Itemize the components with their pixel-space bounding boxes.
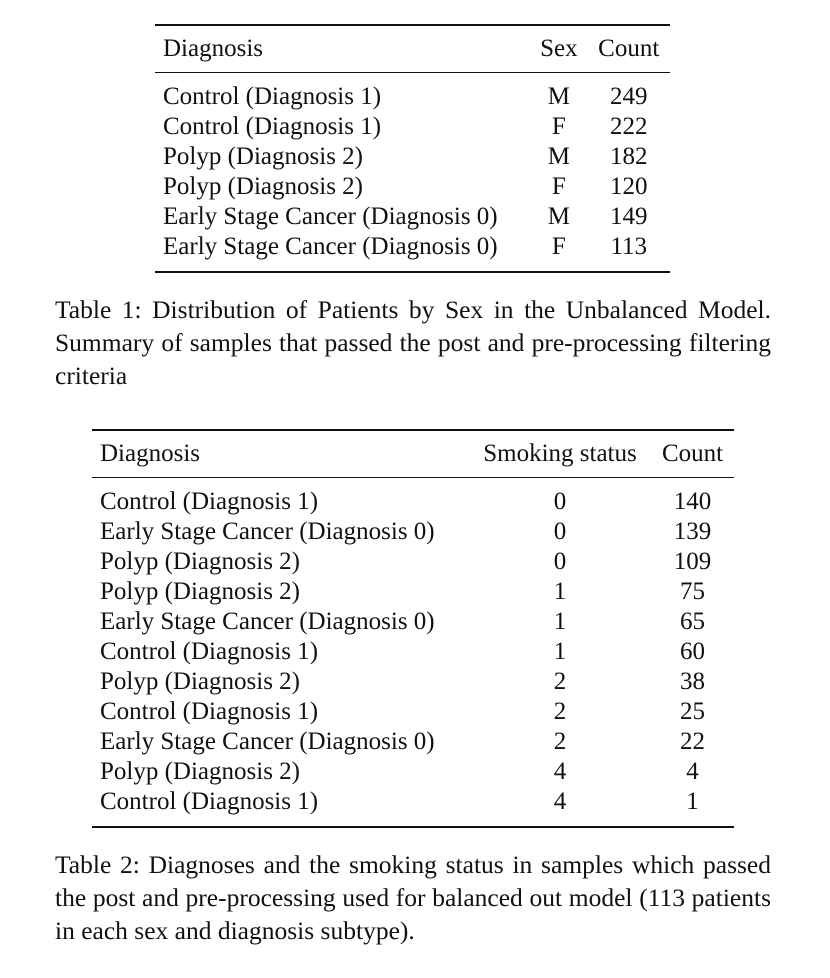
diagnosis-cell: Early Stage Cancer (Diagnosis 0)	[163, 203, 498, 230]
sex-cell: F	[551, 113, 566, 140]
smoking-status-cell: 0	[553, 488, 567, 515]
diagnosis-cell: Early Stage Cancer (Diagnosis 0)	[100, 518, 435, 545]
diagnosis-cell: Control (Diagnosis 1)	[163, 83, 382, 110]
smoking-status-cell: 4	[553, 758, 567, 785]
table-row	[92, 478, 734, 518]
table-row	[92, 667, 734, 697]
smoking-status-cell: 2	[553, 698, 567, 725]
count-cell: 25	[680, 698, 706, 725]
table-header-row	[92, 430, 734, 478]
smoking-status-cell: 4	[469, 787, 651, 827]
diagnosis-cell: Control (Diagnosis 1)	[100, 638, 319, 665]
sex-cell: M	[547, 83, 570, 110]
table-row	[155, 202, 670, 232]
count-cell: 75	[680, 578, 706, 605]
table-row	[155, 73, 670, 113]
diagnosis-cell: Polyp (Diagnosis 2)	[100, 758, 300, 785]
count-cell: 22	[680, 728, 706, 755]
sex-distribution-table	[155, 24, 670, 273]
smoking-status-cell: 1	[553, 608, 567, 635]
diagnosis-cell: Early Stage Cancer (Diagnosis 0)	[100, 608, 435, 635]
table-1-caption: Table 1: Distribution of Patients by Sex in the Unbalanced Model. Summary of samples that passed the post and pre-processing filtering criteria	[55, 295, 771, 390]
count-cell: 222	[609, 113, 648, 140]
column-header-sex: Sex	[530, 25, 587, 73]
smoking-status-table	[92, 429, 734, 828]
diagnosis-cell: Polyp (Diagnosis 2)	[100, 548, 300, 575]
column-header-smoking-status: Smoking status	[469, 430, 651, 478]
count-cell: 4	[686, 758, 699, 785]
table-row	[92, 787, 734, 827]
table-row	[155, 232, 670, 272]
table-2-caption: Table 2: Diagnoses and the smoking status in samples which passed the post and pre-processing used for balanced out model (113 patients in each sex and diagnosis subtype).	[55, 850, 771, 945]
count-cell: 149	[609, 203, 648, 230]
diagnosis-cell: Early Stage Cancer (Diagnosis 0)	[100, 728, 435, 755]
column-header-count: Count	[587, 25, 670, 73]
table-header-row	[155, 25, 670, 73]
sex-cell: M	[547, 143, 570, 170]
table-row	[155, 112, 670, 142]
smoking-status-cell: 0	[553, 548, 567, 575]
count-cell: 249	[609, 83, 648, 110]
diagnosis-cell: Polyp (Diagnosis 2)	[100, 578, 300, 605]
table-row	[92, 757, 734, 787]
diagnosis-cell: Polyp (Diagnosis 2)	[100, 668, 300, 695]
column-header-diagnosis: Diagnosis	[155, 25, 530, 73]
count-cell: 65	[680, 608, 706, 635]
column-header-count: Count	[651, 430, 734, 478]
table-body	[155, 73, 670, 273]
table-row	[92, 697, 734, 727]
count-cell: 113	[587, 232, 670, 272]
smoking-status-cell: 1	[553, 638, 567, 665]
table-row	[155, 142, 670, 172]
column-header-diagnosis: Diagnosis	[92, 430, 469, 478]
smoking-status-cell: 1	[553, 578, 567, 605]
table-row	[92, 547, 734, 577]
count-cell: 38	[680, 668, 706, 695]
smoking-status-cell: 0	[553, 518, 567, 545]
count-cell: 182	[609, 143, 648, 170]
diagnosis-cell: Control (Diagnosis 1)	[100, 488, 319, 515]
count-cell: 140	[673, 488, 712, 515]
table-row	[92, 517, 734, 547]
sex-cell: F	[530, 232, 587, 272]
diagnosis-cell: Control (Diagnosis 1)	[100, 698, 319, 725]
diagnosis-cell: Polyp (Diagnosis 2)	[163, 143, 363, 170]
table-row	[92, 727, 734, 757]
count-cell: 109	[673, 548, 712, 575]
smoking-status-cell: 2	[553, 728, 567, 755]
smoking-status-cell: 2	[553, 668, 567, 695]
count-cell: 1	[651, 787, 734, 827]
sex-cell: M	[547, 203, 570, 230]
table-body	[92, 478, 734, 828]
count-cell: 139	[673, 518, 712, 545]
diagnosis-cell: Control (Diagnosis 1)	[163, 113, 382, 140]
diagnosis-cell: Control (Diagnosis 1)	[92, 787, 469, 827]
count-cell: 60	[680, 638, 706, 665]
count-cell: 120	[609, 173, 648, 200]
diagnosis-cell: Polyp (Diagnosis 2)	[163, 173, 363, 200]
sex-cell: F	[551, 173, 566, 200]
table-row	[155, 172, 670, 202]
diagnosis-cell: Early Stage Cancer (Diagnosis 0)	[155, 232, 530, 272]
table-row	[92, 607, 734, 637]
table-row	[92, 577, 734, 607]
table-row	[92, 637, 734, 667]
